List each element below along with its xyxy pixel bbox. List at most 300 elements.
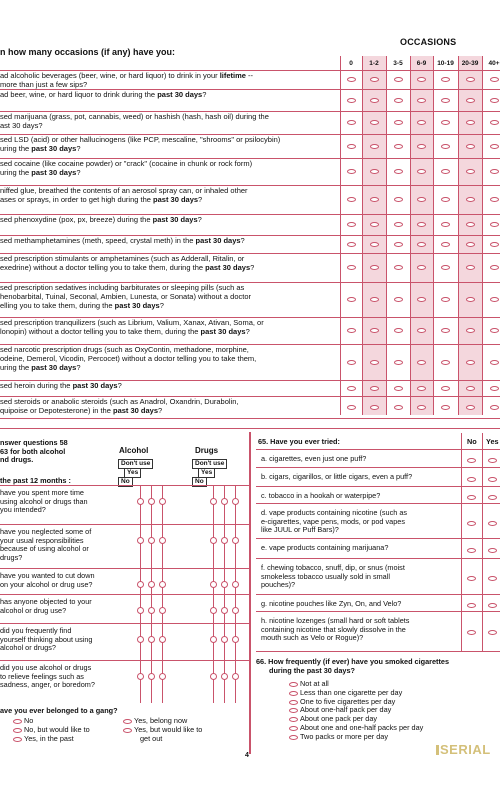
column-header: 40+: [488, 60, 500, 67]
answer-bubble[interactable]: [221, 636, 228, 643]
answer-bubble[interactable]: [466, 120, 475, 125]
answer-bubble[interactable]: [159, 636, 166, 643]
yes-bubble[interactable]: [488, 548, 497, 553]
question-row-text: [0, 71, 253, 89]
q66-option-label: About one and one-half packs per day: [300, 723, 424, 732]
answer-bubble[interactable]: [347, 242, 356, 247]
answer-bubble[interactable]: [417, 197, 426, 202]
answer-bubble[interactable]: [490, 405, 499, 410]
answer-bubble[interactable]: [466, 328, 475, 333]
answer-bubble[interactable]: [441, 197, 450, 202]
answer-bubble[interactable]: [347, 98, 356, 103]
answer-bubble[interactable]: [394, 265, 403, 270]
item-rule: [0, 623, 249, 624]
q66-option-bubble[interactable]: [289, 735, 298, 740]
question-line: ases or sprays, in order to get high during the past 30 days?: [0, 195, 203, 204]
occasions-header: OCCASIONS: [400, 37, 457, 47]
answer-bubble[interactable]: [441, 144, 450, 149]
answer-bubble[interactable]: [347, 297, 356, 302]
question-row-text: [0, 381, 122, 390]
no-bubble[interactable]: [467, 576, 476, 581]
answer-bubble[interactable]: [159, 607, 166, 614]
answer-bubble[interactable]: [394, 144, 403, 149]
yes-bubble[interactable]: [488, 458, 497, 463]
no-label: No: [118, 477, 133, 487]
question-line: quipoise or Depotesterone) in the past 30 days?: [0, 406, 163, 415]
answer-bubble[interactable]: [370, 197, 379, 202]
answer-bubble[interactable]: [394, 197, 403, 202]
answer-bubble[interactable]: [370, 265, 379, 270]
gang-option-label: Yes, in the past: [24, 734, 74, 743]
answer-bubble[interactable]: [137, 581, 144, 588]
question-line: sed marijuana (grass, pot, cannabis, weed) or hashish (hash, hash oil) during the: [0, 112, 269, 121]
no-bubble[interactable]: [467, 548, 476, 553]
tobacco-item-line: c. tobacco in a hookah or waterpipe?: [261, 491, 381, 500]
answer-bubble[interactable]: [210, 581, 217, 588]
answer-bubble[interactable]: [370, 169, 379, 174]
answer-bubble[interactable]: [370, 98, 379, 103]
answer-bubble[interactable]: [490, 197, 499, 202]
question-line: sed prescription tranquilizers (such as Librium, Valium, Xanax, Ativan, Soma, or: [0, 318, 264, 327]
answer-bubble[interactable]: [441, 360, 450, 365]
answer-bubble[interactable]: [441, 405, 450, 410]
item-line: have you spent more time: [0, 488, 84, 497]
item-line: have you neglected some of: [0, 527, 92, 536]
answer-bubble[interactable]: [210, 636, 217, 643]
item-line: using alcohol or drugs than: [0, 496, 88, 506]
item-line: drugs?: [0, 552, 23, 562]
answer-bubble[interactable]: [347, 328, 356, 333]
answer-bubble[interactable]: [441, 242, 450, 247]
gang-option-label: get out: [140, 734, 163, 743]
item-rule: [256, 449, 500, 450]
answer-bubble[interactable]: [221, 498, 228, 505]
tobacco-item-line: e. vape products containing marijuana?: [261, 543, 389, 552]
section-divider: [0, 428, 500, 429]
answer-bubble[interactable]: [370, 242, 379, 247]
yes-bubble[interactable]: [488, 495, 497, 500]
column-header: 0: [349, 60, 353, 67]
tobacco-item-line: f. chewing tobacco, snuff, dip, or snus (moist: [261, 563, 405, 572]
answer-bubble[interactable]: [394, 405, 403, 410]
answer-bubble[interactable]: [466, 405, 475, 410]
answer-bubble[interactable]: [370, 120, 379, 125]
tobacco-item-line: like JUUL or Puff Bars)?: [261, 525, 339, 534]
intro-line: nswer questions 58: [0, 438, 68, 447]
question-row-text: [0, 283, 251, 310]
answer-bubble[interactable]: [466, 98, 475, 103]
answer-bubble[interactable]: [347, 360, 356, 365]
item-rule: [0, 568, 249, 569]
item-text: [0, 598, 92, 615]
gang-question: ave you ever belonged to a gang?: [0, 706, 118, 715]
answer-bubble[interactable]: [137, 673, 144, 680]
answer-bubble[interactable]: [490, 222, 499, 227]
question-line: elling you to take them, during the past 30 days?: [0, 301, 164, 310]
answer-bubble[interactable]: [441, 169, 450, 174]
answer-bubble[interactable]: [394, 222, 403, 227]
item-rule: [256, 611, 500, 612]
question-line: sed prescription sedatives including barbiturates or sleeping pills (such as: [0, 283, 245, 292]
answer-bubble[interactable]: [394, 98, 403, 103]
tobacco-item-line: a. cigarettes, even just one puff?: [261, 454, 367, 463]
tobacco-item-line: b. cigars, cigarillos, or little cigars, even a puff?: [261, 472, 413, 481]
gang-option-label: No: [24, 716, 34, 725]
column-header: 10-19: [437, 60, 454, 67]
tobacco-item-text: [261, 617, 409, 643]
item-text: [0, 489, 88, 515]
answer-bubble[interactable]: [221, 537, 228, 544]
answer-bubble[interactable]: [347, 120, 356, 125]
answer-bubble[interactable]: [417, 120, 426, 125]
item-text: [0, 572, 95, 589]
answer-bubble[interactable]: [370, 222, 379, 227]
question-line: sed narcotic prescription drugs (such as OxyContin, methadone, morphine,: [0, 345, 249, 354]
q66-line: during the past 30 days?: [269, 665, 355, 675]
answer-bubble[interactable]: [370, 360, 379, 365]
item-line: you intended?: [0, 505, 46, 514]
item-text: [0, 627, 93, 653]
answer-bubble[interactable]: [441, 77, 450, 82]
question-line: uring the past 30 days?: [0, 168, 81, 177]
answer-bubble[interactable]: [347, 169, 356, 174]
answer-bubble[interactable]: [159, 498, 166, 505]
gang-option-bubble[interactable]: [13, 728, 22, 733]
yes-bubble[interactable]: [488, 630, 497, 635]
answer-bubble[interactable]: [394, 328, 403, 333]
item-rule: [256, 651, 500, 652]
column-divider: [249, 432, 251, 754]
answer-bubble[interactable]: [441, 386, 450, 391]
intro-text: [0, 439, 68, 465]
no-label: No: [192, 477, 207, 487]
answer-bubble[interactable]: [490, 242, 499, 247]
tobacco-item-line: mouth such as Velo or Rogue)?: [261, 633, 364, 642]
item-rule: [256, 503, 500, 504]
answer-bubble[interactable]: [466, 297, 475, 302]
question-line: ast 30 days?: [0, 121, 43, 130]
alcohol-header: Alcohol: [119, 446, 149, 455]
answer-bubble[interactable]: [441, 98, 450, 103]
serial-mark-icon: [436, 745, 439, 755]
no-column-header: No: [467, 437, 477, 446]
answer-bubble[interactable]: [148, 636, 155, 643]
answer-bubble[interactable]: [148, 537, 155, 544]
question-row-text: [0, 159, 252, 177]
answer-bubble[interactable]: [394, 169, 403, 174]
answer-bubble[interactable]: [417, 222, 426, 227]
answer-bubble[interactable]: [466, 386, 475, 391]
question-line: uring the past 30 days?: [0, 144, 81, 153]
gang-option-bubble[interactable]: [123, 719, 132, 724]
answer-bubble[interactable]: [466, 197, 475, 202]
answer-bubble[interactable]: [490, 144, 499, 149]
answer-bubble[interactable]: [490, 77, 499, 82]
answer-bubble[interactable]: [394, 386, 403, 391]
question-line: ad beer, wine, or hard liquor to drink during the past 30 days?: [0, 90, 207, 99]
answer-bubble[interactable]: [417, 242, 426, 247]
answer-bubble[interactable]: [490, 265, 499, 270]
answer-bubble[interactable]: [394, 120, 403, 125]
question-line: sed phenoxydine (pox, px, breeze) during the past 30 days?: [0, 215, 202, 224]
item-text: [0, 664, 95, 690]
no-bubble[interactable]: [467, 603, 476, 608]
item-rule: [0, 660, 249, 661]
period-label: the past 12 months :: [0, 476, 71, 485]
item-rule: [256, 538, 500, 539]
tobacco-item-text: [261, 473, 412, 482]
answer-bubble[interactable]: [490, 169, 499, 174]
question-row-text: [0, 318, 264, 336]
gang-option-label: Yes, belong now: [134, 716, 188, 725]
question-row-text: [0, 236, 245, 245]
question-line: sed prescription stimulants or amphetamines (such as Adderall, Ritalin, or: [0, 254, 245, 263]
item-line: did you use alcohol or drugs: [0, 663, 92, 672]
q65-text: 65. Have you ever tried:: [258, 437, 340, 446]
no-bubble[interactable]: [467, 495, 476, 500]
gang-option-label: Yes, but would like to: [134, 725, 203, 734]
answer-bubble[interactable]: [417, 144, 426, 149]
question-line: sed methamphetamines (meth, speed, crystal meth) in the past 30 days?: [0, 236, 245, 245]
item-rule: [256, 594, 500, 595]
yes-bubble[interactable]: [488, 477, 497, 482]
yes-label: Yes: [198, 468, 215, 478]
answer-bubble[interactable]: [347, 222, 356, 227]
answer-bubble[interactable]: [347, 265, 356, 270]
answer-bubble[interactable]: [347, 77, 356, 82]
answer-bubble[interactable]: [370, 405, 379, 410]
answer-bubble[interactable]: [466, 265, 475, 270]
tobacco-item-text: [261, 544, 388, 553]
yes-bubble[interactable]: [488, 576, 497, 581]
answer-bubble[interactable]: [210, 498, 217, 505]
answer-bubble[interactable]: [466, 169, 475, 174]
answer-bubble[interactable]: [232, 537, 239, 544]
answer-bubble[interactable]: [148, 581, 155, 588]
answer-bubble[interactable]: [370, 386, 379, 391]
answer-bubble[interactable]: [347, 386, 356, 391]
tobacco-item-text: [261, 564, 405, 590]
answer-bubble[interactable]: [210, 537, 217, 544]
answer-bubble[interactable]: [159, 537, 166, 544]
item-line: because of using alcohol or: [0, 544, 89, 553]
no-bubble[interactable]: [467, 458, 476, 463]
item-rule: [256, 467, 500, 468]
answer-bubble[interactable]: [394, 242, 403, 247]
q66-option-bubble[interactable]: [289, 691, 298, 696]
question-row-text: [0, 215, 202, 224]
question-heading: n how many occasions (if any) have you:: [0, 47, 176, 57]
answer-bubble[interactable]: [159, 581, 166, 588]
question-line: odeine, Demerol, Vicodin, Percocet) without a doctor telling you to take them,: [0, 354, 257, 363]
item-line: alcohol or drug use?: [0, 605, 67, 615]
answer-bubble[interactable]: [394, 77, 403, 82]
q66-option-bubble[interactable]: [289, 700, 298, 705]
tobacco-item-line: g. nicotine pouches like Zyn, On, and Velo?: [261, 599, 402, 608]
answer-bubble[interactable]: [137, 537, 144, 544]
yes-bubble[interactable]: [488, 603, 497, 608]
q66-option-label: About one pack per day: [300, 714, 378, 724]
answer-bubble[interactable]: [441, 120, 450, 125]
question-line: henobarbital, Tuinal, Seconal, Ambien, Lunesta, or Sonata) without a doctor: [0, 292, 251, 301]
answer-bubble[interactable]: [490, 386, 499, 391]
answer-bubble[interactable]: [370, 144, 379, 149]
answer-bubble[interactable]: [417, 297, 426, 302]
item-text: [0, 528, 91, 562]
item-rule: [0, 594, 249, 595]
q66-option-label: Not at all: [300, 679, 329, 688]
tobacco-item-line: pouches)?: [261, 580, 296, 589]
column-header: 6-9: [416, 60, 427, 67]
answer-bubble[interactable]: [148, 607, 155, 614]
answer-bubble[interactable]: [232, 581, 239, 588]
dont-use-label: Don't use: [118, 459, 153, 469]
answer-bubble[interactable]: [221, 673, 228, 680]
item-line: your usual responsibilities: [0, 535, 84, 545]
item-line: alcohol or drugs?: [0, 643, 56, 652]
answer-bubble[interactable]: [210, 673, 217, 680]
answer-bubble[interactable]: [441, 297, 450, 302]
answer-bubble[interactable]: [221, 581, 228, 588]
question-row-text: [0, 186, 248, 204]
q66-option-bubble[interactable]: [289, 726, 298, 731]
answer-bubble[interactable]: [394, 360, 403, 365]
question-line: sed steroids or anabolic steroids (such as Anadrol, Oxandrin, Durabolin,: [0, 397, 239, 406]
question-line: lonopin) without a doctor telling you to take them, during the past 30 days?: [0, 327, 250, 336]
no-column-rule: [461, 433, 462, 651]
q66-option-bubble[interactable]: [289, 682, 298, 687]
question-row-text: [0, 90, 206, 99]
answer-bubble[interactable]: [441, 222, 450, 227]
no-bubble[interactable]: [467, 521, 476, 526]
question-row-text: [0, 112, 269, 130]
answer-bubble[interactable]: [370, 328, 379, 333]
answer-bubble[interactable]: [490, 98, 499, 103]
tobacco-item-text: [261, 455, 366, 464]
answer-bubble[interactable]: [221, 607, 228, 614]
item-line: yourself thinking about using: [0, 634, 93, 644]
answer-bubble[interactable]: [466, 77, 475, 82]
answer-bubble[interactable]: [347, 144, 356, 149]
yes-bubble[interactable]: [488, 521, 497, 526]
q66-line: 66. How frequently (if ever) have you smoked cigarettes: [256, 657, 450, 666]
serial-label: SERIAL: [440, 742, 491, 757]
no-bubble[interactable]: [467, 630, 476, 635]
row-rule: [0, 418, 500, 419]
question-line: sed heroin during the past 30 days?: [0, 381, 122, 390]
q66-option-bubble[interactable]: [289, 708, 298, 713]
item-line: sadness, anger, or boredom?: [0, 680, 95, 689]
question-line: sed cocaine (like cocaine powder) or "crack" (cocaine in chunk or rock form): [0, 159, 253, 168]
q66-option-label: Less than one cigarette per day: [300, 687, 403, 697]
item-line: has anyone objected to your: [0, 597, 92, 606]
answer-bubble[interactable]: [232, 636, 239, 643]
q66-option-label: One to five cigarettes per day: [300, 696, 396, 706]
question-row-text: [0, 135, 280, 153]
question-row-text: [0, 345, 256, 372]
answer-bubble[interactable]: [159, 673, 166, 680]
item-rule: [256, 486, 500, 487]
answer-bubble[interactable]: [137, 607, 144, 614]
answer-bubble[interactable]: [466, 242, 475, 247]
answer-bubble[interactable]: [137, 636, 144, 643]
intro-line: nd drugs.: [0, 455, 34, 464]
item-line: on your alcohol or drug use?: [0, 579, 93, 589]
tobacco-item-line: d. vape products containing nicotine (such as: [261, 508, 408, 517]
answer-bubble[interactable]: [148, 498, 155, 505]
answer-bubble[interactable]: [466, 222, 475, 227]
question-line: niffed glue, breathed the contents of an aerosol spray can, or inhaled other: [0, 186, 248, 195]
answer-bubble[interactable]: [370, 77, 379, 82]
item-rule: [0, 485, 249, 486]
answer-bubble[interactable]: [466, 144, 475, 149]
answer-bubble[interactable]: [148, 673, 155, 680]
question-line: sed LSD (acid) or other hallucinogens (like PCP, mescaline, "shrooms" or psilocybin): [0, 135, 281, 144]
answer-bubble[interactable]: [417, 328, 426, 333]
answer-bubble[interactable]: [441, 328, 450, 333]
answer-bubble[interactable]: [466, 360, 475, 365]
drugs-header: Drugs: [195, 446, 219, 455]
answer-bubble[interactable]: [232, 607, 239, 614]
question-row-text: [0, 397, 238, 415]
answer-bubble[interactable]: [490, 360, 499, 365]
intro-line: 63 for both alcohol: [0, 446, 66, 456]
page-number: 4: [245, 752, 249, 759]
q66-text: [256, 658, 449, 675]
answer-bubble[interactable]: [417, 98, 426, 103]
answer-bubble[interactable]: [417, 265, 426, 270]
answer-bubble[interactable]: [347, 405, 356, 410]
no-bubble[interactable]: [467, 477, 476, 482]
question-line: more than just a few sips?: [0, 80, 88, 89]
yes-label: Yes: [124, 468, 141, 478]
answer-bubble[interactable]: [490, 328, 499, 333]
gang-option-bubble[interactable]: [13, 719, 22, 724]
answer-bubble[interactable]: [232, 673, 239, 680]
tobacco-item-text: [261, 600, 401, 609]
column-header: 1-2: [369, 60, 379, 67]
column-header: 20-39: [461, 60, 479, 67]
answer-bubble[interactable]: [417, 360, 426, 365]
answer-bubble[interactable]: [137, 498, 144, 505]
answer-bubble[interactable]: [441, 265, 450, 270]
answer-bubble[interactable]: [490, 120, 499, 125]
tobacco-item-line: h. nicotine lozenges (small hard or soft tablets: [261, 616, 410, 625]
answer-bubble[interactable]: [417, 405, 426, 410]
q66-option-bubble[interactable]: [289, 717, 298, 722]
gang-option-label: No, but would like to: [24, 725, 90, 734]
gang-option-bubble[interactable]: [123, 728, 132, 733]
answer-bubble[interactable]: [417, 386, 426, 391]
tobacco-item-text: [261, 509, 407, 535]
item-rule: [256, 558, 500, 559]
tobacco-item-line: containing nicotine that slowly dissolve in the: [261, 624, 406, 634]
answer-bubble[interactable]: [417, 169, 426, 174]
answer-bubble[interactable]: [347, 197, 356, 202]
answer-bubble[interactable]: [394, 297, 403, 302]
answer-bubble[interactable]: [490, 297, 499, 302]
answer-bubble[interactable]: [210, 607, 217, 614]
answer-bubble[interactable]: [417, 77, 426, 82]
tobacco-item-line: e-cigarettes, vape pens, mods, or pod vapes: [261, 516, 405, 526]
column-header: 3-5: [393, 60, 403, 67]
question-line: exedrine) without a doctor telling you to take them, during the past 30 days?: [0, 263, 255, 272]
q66-option-label: About one-half pack per day: [300, 705, 392, 715]
answer-bubble[interactable]: [370, 297, 379, 302]
q66-option-label: Two packs or more per day: [300, 731, 389, 741]
answer-bubble[interactable]: [232, 498, 239, 505]
gang-option-bubble[interactable]: [13, 737, 22, 742]
